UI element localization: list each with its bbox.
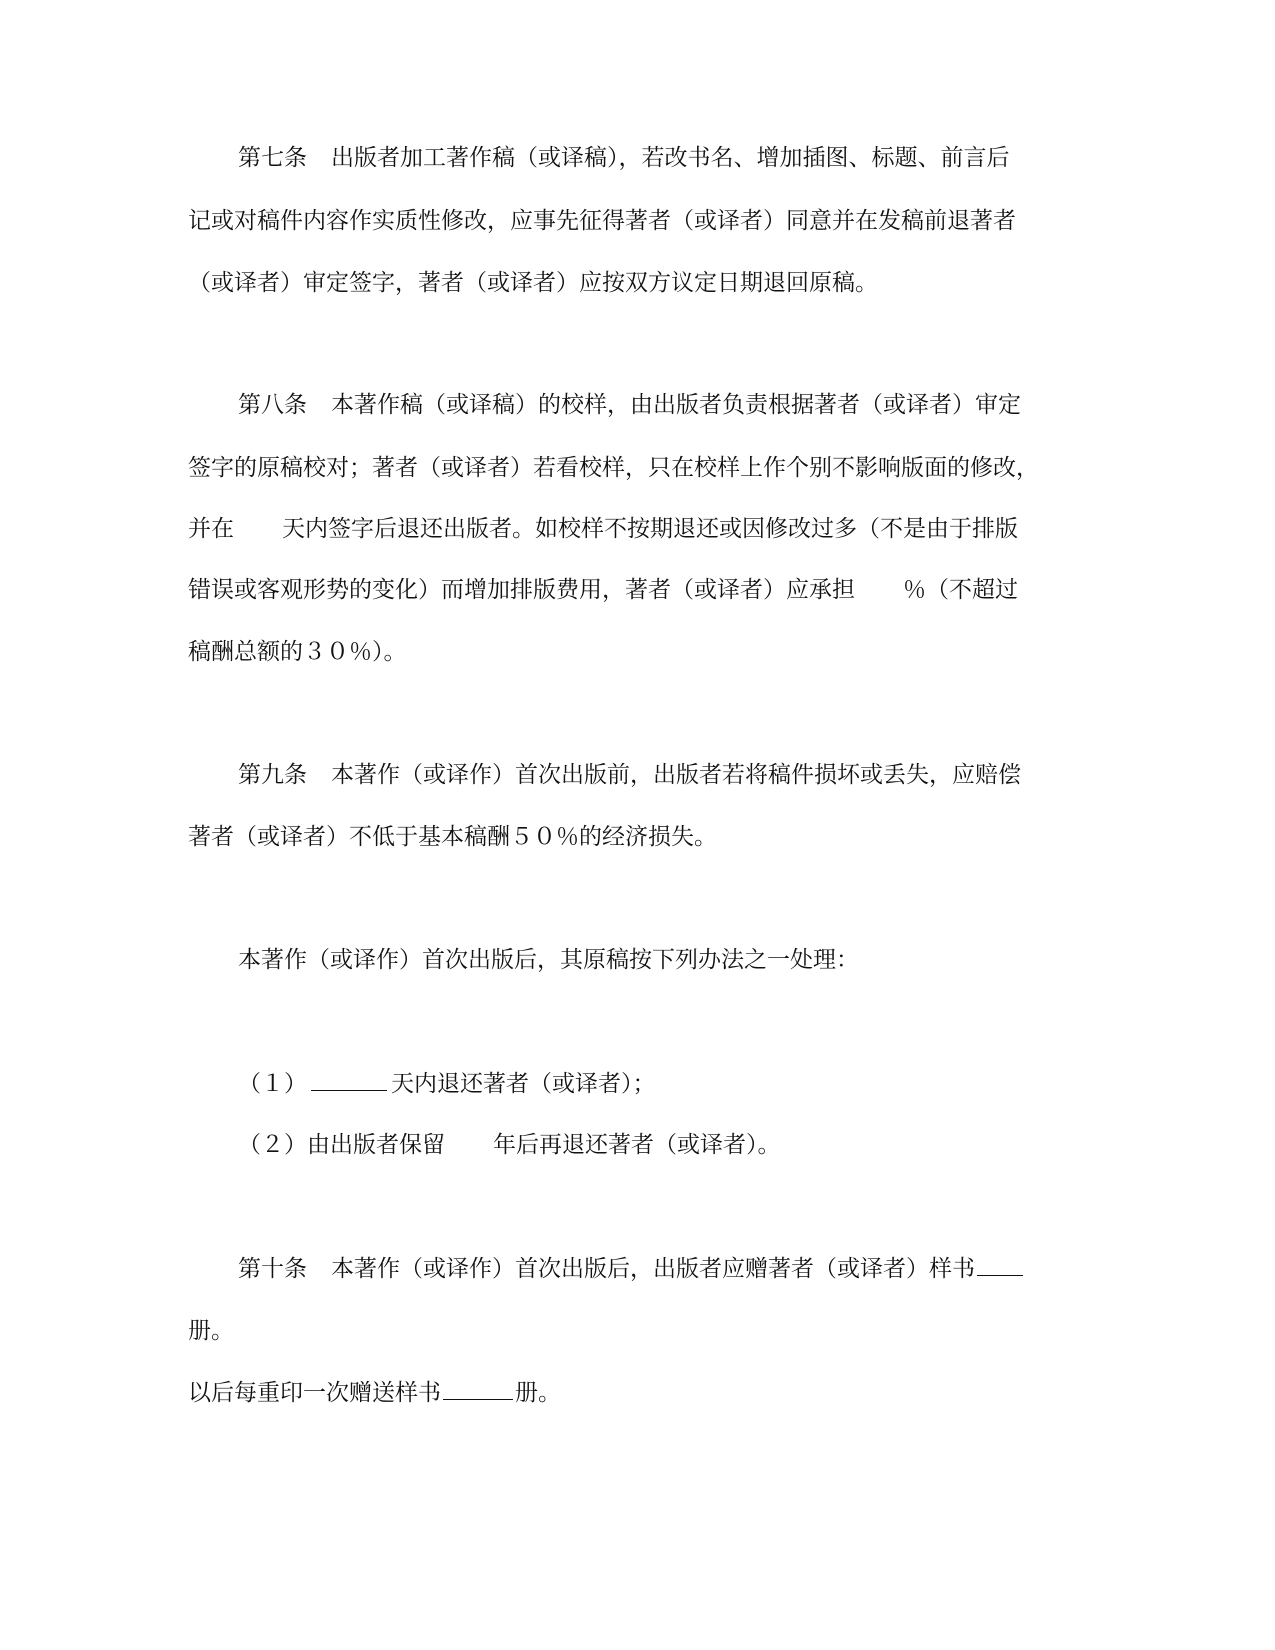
article7-line2: 记或对稿件内容作实质性修改，应事先征得著者（或译者）同意并在发稿前退著者 <box>188 208 1016 234</box>
article8-line1 <box>238 390 1138 420</box>
article10-line3: 以后每重印一次赠送样书 册。 <box>188 1377 1088 1408</box>
article7-line3: （或译者）审定签字，著者（或译者）应按双方议定日期退回原稿。 <box>188 270 878 296</box>
article10-text1: 本著作（或译作）首次出版后，出版者应赠著者（或译者）样书 <box>331 1256 975 1282</box>
manuscript-option2: （２）由出版者保留 年后再退还著者（或译者）。 <box>238 1132 781 1158</box>
article8-text1: 本著作稿（或译稿）的校样，由出版者负责根据著者（或译者）审定 <box>331 392 1021 418</box>
blank-reprint-copies[interactable] <box>443 1377 513 1400</box>
article10-label: 第十条 <box>238 1256 307 1282</box>
article7-text1: 出版者加工著作稿（或译稿），若改书名、增加插图、标题、前言后 <box>331 145 1010 171</box>
blank-return-days[interactable] <box>311 1068 387 1091</box>
article8-label: 第八条 <box>238 392 307 418</box>
article9-label: 第九条 <box>238 762 307 788</box>
article8-line3: 并在 天内签字后退还出版者。如校样不按期退还或因修改过多（不是由于排版 <box>188 516 1018 542</box>
article7-label: 第七条 <box>238 145 307 171</box>
article10-line2: 册。 <box>188 1318 234 1344</box>
article8-line4: 错误或客观形势的变化）而增加排版费用，著者（或译者）应承担 ％（不超过 <box>188 577 1018 603</box>
article9-line2: 著者（或译者）不低于基本稿酬５０％的经济损失。 <box>188 824 717 850</box>
article8-line5: 稿酬总额的３０％）。 <box>188 639 407 665</box>
blank-sample-copies[interactable] <box>977 1253 1023 1276</box>
manuscript-option1: （１） 天内退还著者（或译者）； <box>238 1068 1138 1099</box>
manuscript-intro: 本著作（或译作）首次出版后，其原稿按下列办法之一处理： <box>238 947 859 973</box>
article9-text1: 本著作（或译作）首次出版前，出版者若将稿件损坏或丢失，应赔偿 <box>331 762 1021 788</box>
article10-line1 <box>238 1253 1138 1284</box>
article7-line1 <box>238 143 1138 173</box>
article9-line1 <box>238 760 1138 790</box>
article8-line2: 签字的原稿校对；著者（或译者）若看校样，只在校样上作个别不影响版面的修改， <box>188 455 1039 481</box>
